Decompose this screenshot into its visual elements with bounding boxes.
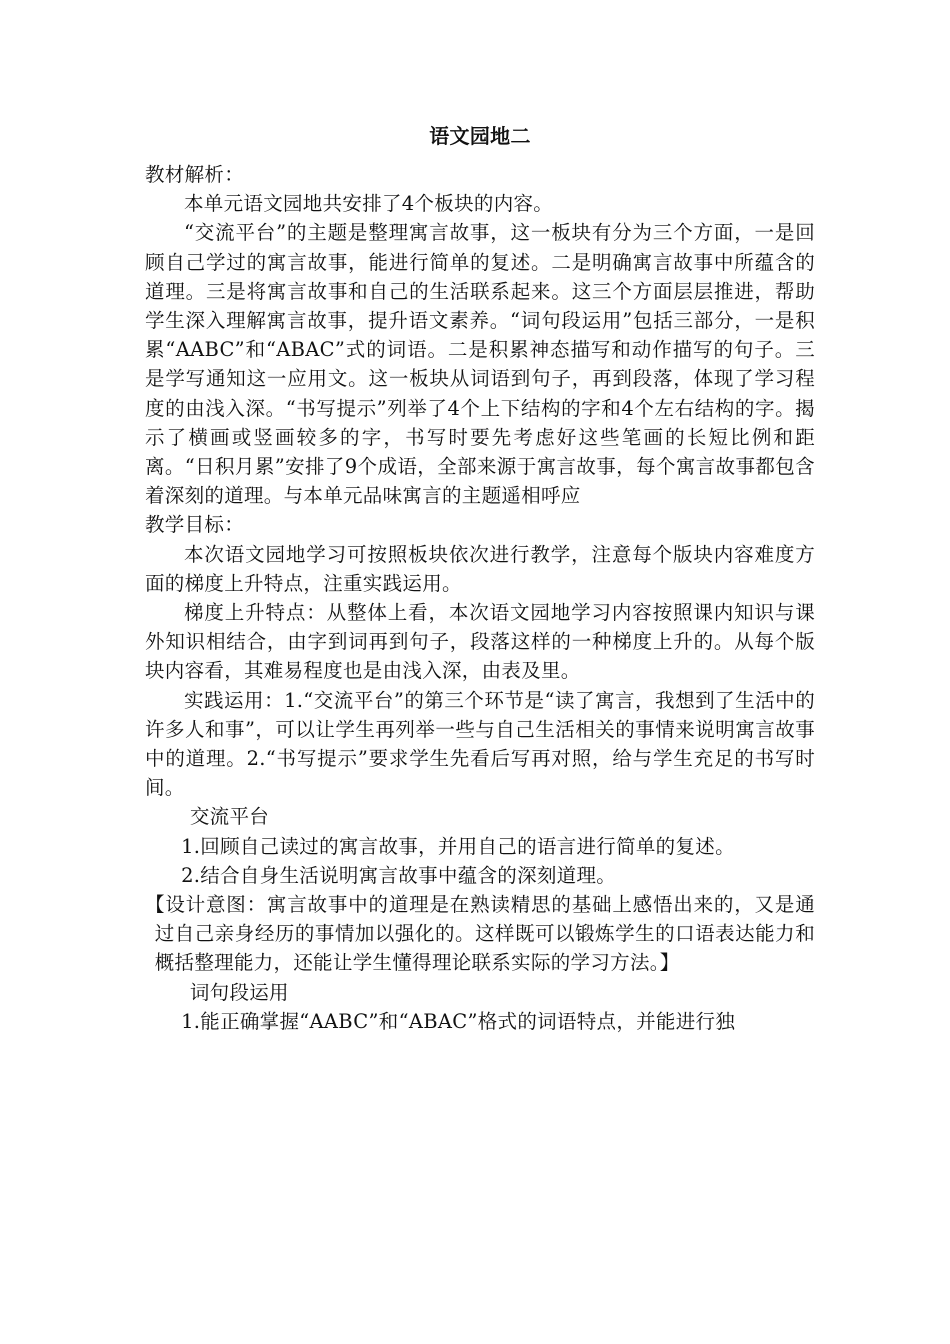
- document-page: [145, 120, 815, 1036]
- goals-paragraph-1: 本次语文园地学习可按照板块依次进行教学，注意每个版块内容难度方面的梯度上升特点，注重实践运用。: [145, 542, 815, 595]
- goals-paragraph-3: 实践运用：1.“交流平台”的第三个环节是“读了寓言，我想到了生活中的许多人和事”，可以让学生再列举一些与自己生活相关的事情来说明寓言故事中的道理。2.“书写提示”要求学生先看后写再对照，给与学生充足的书写时间。: [145, 688, 815, 800]
- analysis-paragraph-2: “交流平台”的主题是整理寓言故事，这一板块有分为三个方面，一是回顾自己学过的寓言故事，能进行简单的复述。二是明确寓言故事中所蕴含的道理。三是将寓言故事和自己的生活联系起来。这三个方面层层推进，帮助学生深入理解寓言故事，提升语文素养。“词句段运用”包括三部分，一是积累“AABC”和“ABAC”式的词语。二是积累神态描写和动作描写的句子。三是学写通知这一应用文。这一板块从词语到句子，再到段落，体现了学习程度的由浅入深。“书写提示”列举了4个上下结构的字和4个左右结构的字。揭示了横画或竖画较多的字，书写时要先考虑好这些笔画的长短比例和距离。“日积月累”安排了9个成语，全部来源于寓言故事，每个寓言故事都包含着深刻的道理。与本单元品味寓言的主题遥相呼应: [145, 221, 815, 508]
- goals-heading: 教学目标：: [145, 513, 245, 537]
- words-heading: 词句段运用: [189, 980, 289, 1004]
- goals-paragraph-2: 梯度上升特点：从整体上看，本次语文园地学习内容按照课内知识与课外知识相结合，由字到词再到句子，段落这样的一种梯度上升的。从每个版块内容看，其难易程度也是由浅入深，由表及里。: [145, 601, 815, 683]
- document-title: 语文园地二: [429, 124, 531, 148]
- exchange-item-2: 2.结合自身生活说明寓言故事中蕴含的深刻道理。: [181, 863, 617, 887]
- exchange-item-1: 1.回顾自己读过的寓言故事，并用自己的语言进行简单的复述。: [181, 834, 735, 858]
- analysis-paragraph-1: 本单元语文园地共安排了4个板块的内容。: [184, 192, 554, 216]
- exchange-heading: 交流平台: [189, 805, 270, 829]
- analysis-heading: 教材解析：: [145, 163, 245, 186]
- design-intent-note: 【设计意图：寓言故事中的道理是在熟读精思的基础上感悟出来的，又是通过自己亲身经历的事情加以强化的。这样既可以锻炼学生的口语表达能力和概括整理能力，还能让学生懂得理论联系实际的学习方法。】: [145, 893, 815, 975]
- words-item-1: 1.能正确掌握“AABC”和“ABAC”格式的词语特点，并能进行独: [181, 1009, 736, 1033]
